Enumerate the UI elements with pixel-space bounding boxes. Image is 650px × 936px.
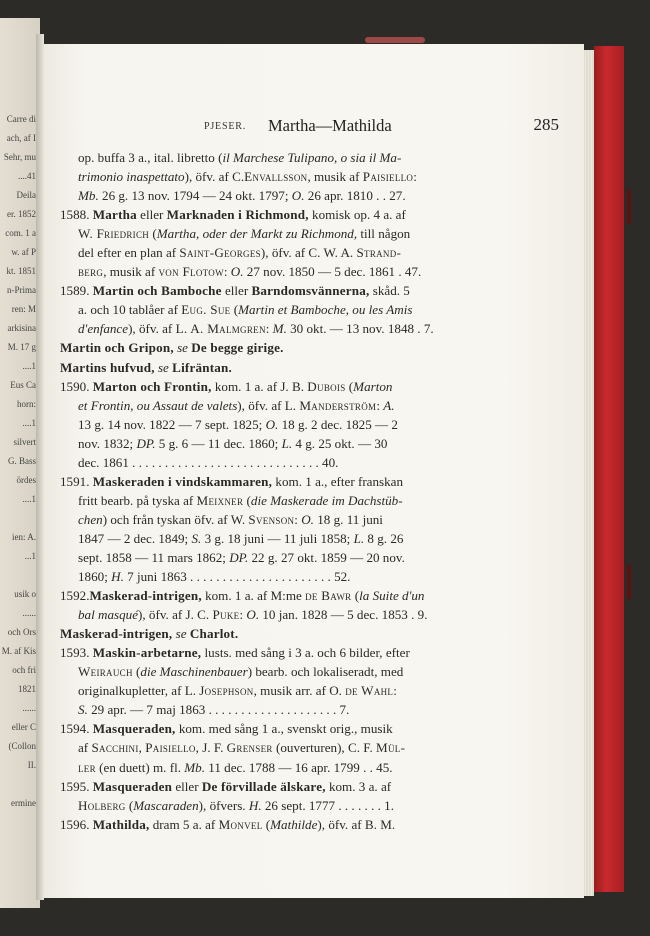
text: (ouverturen), C. F. <box>272 740 377 756</box>
entry-title: Maskerad-intrigen, <box>89 588 202 604</box>
text: 4 g. 25 okt. — 30 <box>292 435 388 451</box>
text: 10 jan. 1828 — 5 dec. 1853 . 9. <box>259 607 428 623</box>
text: O. <box>291 188 305 204</box>
text: , <box>138 740 146 756</box>
text: , musik af <box>103 264 159 280</box>
previous-page-fragment: Deila <box>16 190 36 200</box>
text: 22 g. 27 okt. 1859 — 20 nov. <box>248 549 405 565</box>
entry-number: 1590. <box>60 378 90 394</box>
text: till någon <box>357 226 411 242</box>
entry-1593 <box>60 643 573 719</box>
entry-title: Masqueraden <box>92 778 173 794</box>
entry-title: De förvillade älskare, <box>201 778 326 794</box>
entry-title: Maskeraden i vindskammaren, <box>92 473 273 489</box>
text: af <box>78 740 92 756</box>
text: die Maschinenbauer <box>140 664 248 680</box>
cross-reference-martins-hufvud <box>60 358 573 377</box>
author-name: Weirauch <box>78 664 133 680</box>
text: H. <box>248 797 262 813</box>
previous-page-fragment: M. af Kis <box>1 646 36 656</box>
author-name: ler <box>78 759 96 775</box>
author-name: Sacchini <box>91 740 139 756</box>
entry-title: De begge girige. <box>191 340 284 356</box>
text: O. <box>265 416 279 432</box>
previous-page-fragment: 1821 <box>18 684 36 694</box>
author-name: Holberg <box>78 797 126 813</box>
text: : <box>223 264 231 280</box>
previous-page-fragment: Eus Ca <box>10 380 36 390</box>
page-stack-edge <box>584 50 594 896</box>
text: trimonio inaspettato <box>78 169 185 185</box>
author-name: W. Friedrich <box>78 226 150 242</box>
text: ), öfv. af L. <box>237 397 300 413</box>
text: il Marchese Tulipano, o sia il Ma- <box>222 150 402 165</box>
text: ), öfvers. <box>198 797 249 813</box>
author-name: de Bawr <box>305 588 352 604</box>
text: del efter en plan af <box>78 245 180 261</box>
author-name: Manderström <box>299 397 377 413</box>
author-name: Meixner <box>196 492 244 508</box>
text: 26 apr. 1810 . . 27. <box>307 188 406 204</box>
entry-1590 <box>60 377 573 472</box>
text: eller <box>221 283 252 299</box>
previous-page-fragment: er. 1852 <box>7 209 36 219</box>
entry-title: Masqueraden, <box>92 721 176 737</box>
author-name: Grenser <box>226 740 273 756</box>
text: op. buffa 3 a., ital. libretto ( <box>78 150 223 165</box>
text: ( <box>262 816 271 832</box>
text: ), öfv. af B. M. <box>317 816 396 832</box>
text: ( <box>243 492 251 508</box>
text: A. <box>383 397 395 413</box>
text: DP. <box>229 549 249 565</box>
text: et Frontin, ou Assaut de valets <box>78 397 238 413</box>
author-name: Puke <box>212 607 240 623</box>
text: O. <box>246 607 260 623</box>
book-gutter <box>36 34 44 900</box>
author-name: Josephson <box>199 683 254 699</box>
text: komisk op. 4 a. af <box>308 207 406 223</box>
page-number: 285 <box>533 115 559 134</box>
previous-page-fragment <box>0 775 36 794</box>
previous-page-fragment: II. <box>27 760 36 770</box>
cover-clasp-top <box>627 190 631 224</box>
previous-page-fragment: com. 1 a <box>5 228 36 238</box>
text: , musik arr. af O. <box>253 683 346 699</box>
cross-reference-martin-gripon <box>60 338 573 357</box>
text: ), öfv. af C. W. A. <box>260 245 357 261</box>
text: 18 g. 11 juni <box>313 511 383 527</box>
entry-number: 1593. <box>60 645 90 661</box>
bookmark-ribbon <box>365 37 425 43</box>
previous-page-fragment: ren: M <box>11 304 36 314</box>
previous-page-fragment: w. af P <box>11 247 36 257</box>
text: originalkupletter, af L. <box>78 683 200 699</box>
text: 26 sept. 1777 . . . . . . . 1. <box>261 797 394 813</box>
entry-1588 <box>60 205 573 281</box>
author-name: de Wahl <box>345 683 394 699</box>
text: : <box>393 683 397 699</box>
previous-page-fragment: kt. 1851 <box>6 266 36 276</box>
previous-page-fragment: ...1 <box>24 551 36 561</box>
previous-page-fragment: horn: <box>17 399 36 409</box>
text: kom. med sång 1 a., svenskt orig., musik <box>175 721 393 737</box>
previous-page-fragment: ....1 <box>22 361 36 371</box>
page-body <box>60 148 573 834</box>
text: ( <box>345 378 354 394</box>
entry-title: Maskin-arbetarne, <box>92 645 202 661</box>
entry-title: Lifräntan. <box>172 359 232 375</box>
entry-title: Martin och Bamboche <box>92 283 222 299</box>
text: 8 g. 26 <box>364 530 404 546</box>
text: Marton <box>353 378 393 394</box>
text: 1860; <box>78 569 112 585</box>
text: Mb. <box>184 759 205 775</box>
text: L. <box>281 435 293 451</box>
text: Mb. <box>78 188 99 204</box>
author-name: Envallsson <box>244 169 308 185</box>
entry-number: 1594. <box>60 721 90 737</box>
text: (en duett) m. fl. <box>95 759 185 775</box>
entry-title: Martins hufvud, <box>60 359 155 375</box>
author-name: Paisiello <box>362 169 414 185</box>
entry-title: Barndomsvännerna, <box>251 283 370 299</box>
text: H. <box>111 569 124 585</box>
author-name: Mül- <box>376 740 406 756</box>
previous-page-fragment <box>0 509 36 528</box>
author-name: von Flotow <box>158 264 224 280</box>
text: : <box>294 511 302 527</box>
entry-number: 1592. <box>60 588 90 604</box>
text: 13 g. 14 nov. 1822 — 7 sept. 1825; <box>78 416 266 432</box>
text: O. <box>301 511 314 527</box>
entry-title: Mathilda, <box>92 816 150 832</box>
text: 1847 — 2 dec. 1849; <box>78 530 192 546</box>
text: die Maskerade im Dachstüb- <box>250 492 403 508</box>
text: Martha, oder der Markt zu Richmond, <box>156 226 358 242</box>
text: ( <box>125 797 134 813</box>
red-book-cover <box>594 46 624 892</box>
text: M. <box>272 321 287 337</box>
author-name: Saint-Georges <box>179 245 261 261</box>
previous-page-fragment: ...... <box>22 703 36 713</box>
entry-1591 <box>60 472 573 586</box>
text: sept. 1858 — 11 mars 1862; <box>78 549 230 565</box>
text: Mathilde <box>270 816 318 832</box>
header-section: PJESER. <box>204 121 247 132</box>
author-name: Monvel <box>218 816 263 832</box>
text: ( <box>132 664 141 680</box>
author-name: berg <box>78 264 104 280</box>
text: dec. 1861 . . . . . . . . . . . . . . . . . . . . . . . . . . . . . 40. <box>78 454 339 470</box>
previous-page-fragment: ördes <box>16 475 36 485</box>
text: 11 dec. 1788 — 16 apr. 1799 . . 45. <box>205 759 393 775</box>
running-header <box>60 116 573 140</box>
text: a. och 10 tablåer af <box>78 302 182 318</box>
header-title: Martha—Mathilda <box>268 116 392 135</box>
text: ( <box>230 302 239 318</box>
text: 18 g. 2 dec. 1825 — 2 <box>278 416 398 432</box>
text: nov. 1832; <box>78 435 137 451</box>
previous-page-fragment: ....1 <box>22 418 36 428</box>
author-name: Strand- <box>356 245 402 261</box>
previous-page-fragment: usik o <box>14 589 36 599</box>
previous-page-fragment: (Collon <box>8 741 36 751</box>
text: 3 g. 18 juni — 11 juli 1858; <box>201 530 354 546</box>
entry-number: 1591. <box>60 473 90 489</box>
text: Martin et Bamboche, ou les Amis <box>238 302 413 318</box>
text: se <box>173 340 192 356</box>
entry-number: 1589. <box>60 283 90 299</box>
text: kom. 3 a. af <box>325 778 392 794</box>
entry-title: Charlot. <box>189 626 239 642</box>
previous-page-fragment: ...... <box>22 608 36 618</box>
text: se <box>154 359 173 375</box>
author-name: Paisiello <box>145 740 196 756</box>
cover-clasp-bottom <box>627 565 631 599</box>
text: 30 okt. — 13 nov. 1848 . 7. <box>286 321 434 337</box>
previous-page-fragment: Sehr, mu <box>3 152 36 162</box>
previous-page-fragment: eller C <box>11 722 36 732</box>
entry-1596 <box>60 815 573 834</box>
text: fritt bearb. på tyska af <box>78 492 197 508</box>
text: 5 g. 6 — 11 dec. 1860; <box>155 435 282 451</box>
previous-page-fragment: och fri <box>12 665 36 675</box>
text: eller <box>136 207 167 223</box>
previous-page-fragment: ermine <box>11 798 36 808</box>
text: L. <box>353 530 365 546</box>
author-name: L. A. Malmgren <box>175 321 266 337</box>
previous-page-fragments <box>0 110 36 813</box>
previous-page-fragment: ....1 <box>22 494 36 504</box>
text: 27 nov. 1850 — 5 dec. 1861 . 47. <box>243 264 422 280</box>
text: ) och från tyskan öfv. af W. <box>102 511 249 527</box>
text: DP. <box>136 435 156 451</box>
text: : <box>376 397 384 413</box>
entry-1594 <box>60 719 573 776</box>
text: 7 juni 1863 . . . . . . . . . . . . . . . . . . . . . . 52. <box>123 569 351 585</box>
entry-title: Martin och Gripon, <box>60 340 174 356</box>
text: d'enfance <box>78 321 129 337</box>
text: ) bearb. och lokaliseradt, med <box>247 664 404 680</box>
text: : <box>413 169 417 185</box>
entry-number: 1588. <box>60 207 90 223</box>
text: , J. F. <box>195 740 227 756</box>
text: S. <box>78 702 88 718</box>
previous-page-fragment: ....41 <box>18 171 36 181</box>
text: lusts. med sång i 3 a. och 6 bilder, efter <box>201 645 410 661</box>
text: kom. 1 a. af J. B. <box>211 378 308 394</box>
entry-1589 <box>60 281 573 338</box>
entry-1592 <box>60 586 573 624</box>
text: 26 g. 13 nov. 1794 — 24 okt. 1797; <box>102 188 289 204</box>
entry-title: Marton och Frontin, <box>92 378 212 394</box>
author-name: Dubois <box>307 378 346 394</box>
entry-title: Martha <box>92 207 137 223</box>
previous-page-fragment: M. 17 g <box>7 342 36 352</box>
text: ), öfv. af J. C. <box>138 607 213 623</box>
text: skåd. 5 <box>369 283 410 299</box>
text: kom. 1 a. af M:me <box>201 588 306 604</box>
previous-page-fragment <box>0 566 36 585</box>
text: ), öfv. af <box>128 321 176 337</box>
text: : <box>239 607 247 623</box>
text: : <box>265 321 273 337</box>
entry-1587-continuation <box>60 148 573 205</box>
author-name: Svenson <box>248 511 295 527</box>
entry-title: Maskerad-intrigen, <box>60 626 173 642</box>
background-right <box>624 40 650 900</box>
cross-reference-maskerad-intrigen <box>60 624 573 643</box>
previous-page-fragment: G. Bass <box>7 456 36 466</box>
text: ( <box>351 588 360 604</box>
entry-1595 <box>60 777 573 815</box>
previous-page-fragment: ach, af I <box>6 133 36 143</box>
text: chen <box>78 511 103 527</box>
entry-title: Marknaden i Richmond, <box>166 207 309 223</box>
previous-page-fragment: arkisina <box>7 323 36 333</box>
text: , musik af <box>307 169 360 185</box>
previous-page-fragment: ien: A. <box>12 532 36 542</box>
text: dram 5 a. af <box>149 816 219 832</box>
author-name: Eug. Sue <box>181 302 231 318</box>
text: bal masqué <box>78 607 139 623</box>
text: O. <box>230 264 244 280</box>
text: la Suite d'un <box>359 588 425 604</box>
text: se <box>172 626 190 642</box>
entry-number: 1596. <box>60 816 90 832</box>
previous-page-fragment: Carre di <box>6 114 36 124</box>
previous-page-fragment: n-Prima <box>7 285 36 295</box>
text: kom. 1 a., efter franskan <box>272 473 404 489</box>
text: S. <box>191 530 202 546</box>
text: ( <box>149 226 157 242</box>
text: ), öfv. af C. <box>184 169 245 185</box>
previous-page-fragment: silvert <box>13 437 36 447</box>
previous-page-fragment: och Ors <box>7 627 36 637</box>
text: Mascaraden <box>133 797 199 813</box>
text: 29 apr. — 7 maj 1863 . . . . . . . . . . . . . . . . . . . . 7. <box>87 702 350 718</box>
text: eller <box>172 778 202 794</box>
entry-number: 1595. <box>60 778 90 794</box>
